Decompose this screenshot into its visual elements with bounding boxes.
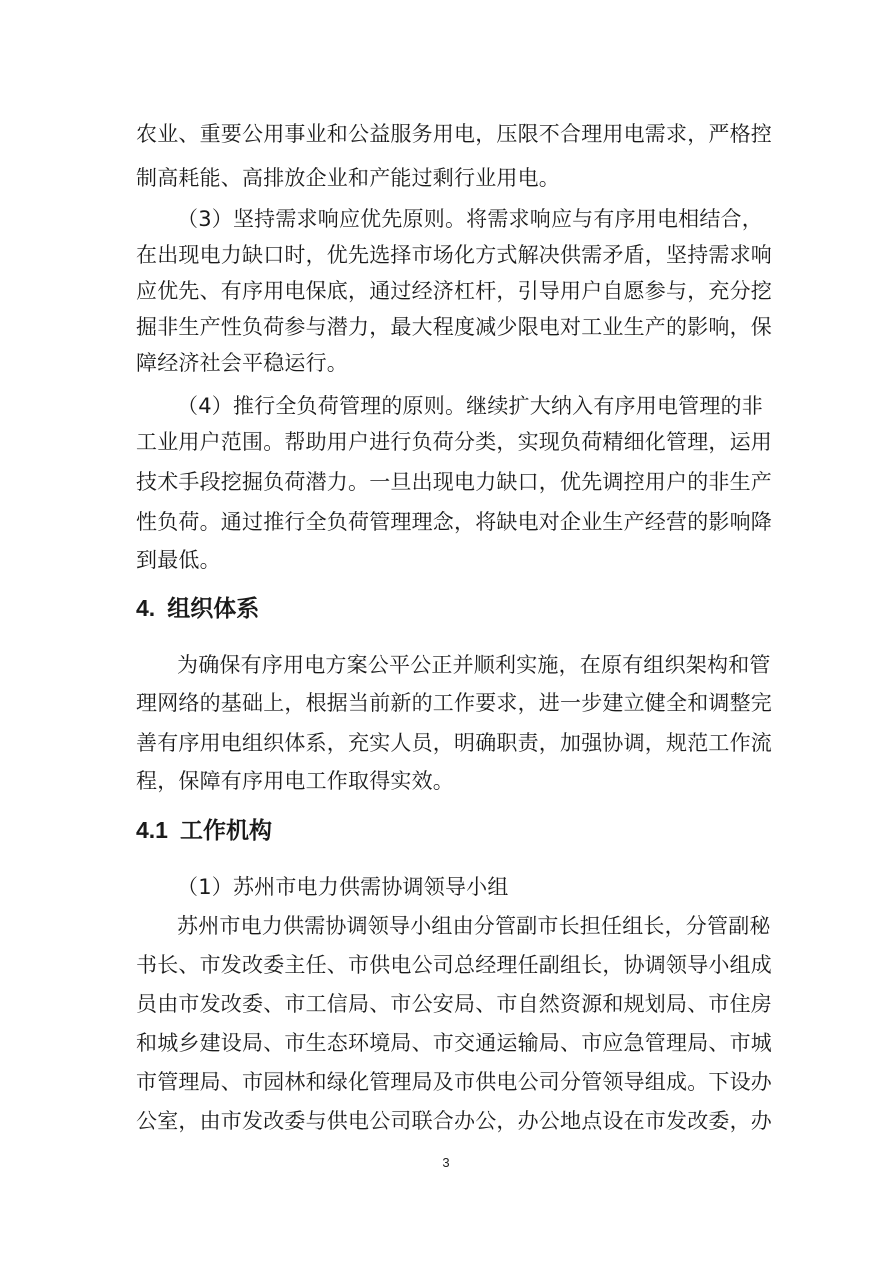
- section-4-title: 组织体系: [167, 596, 260, 622]
- section-4-1-title: 工作机构: [179, 818, 272, 844]
- principle-3-line: （3）坚持需求响应优先原则。将需求响应与有序用电相结合，: [177, 207, 763, 231]
- text-line: 农业、重要公用事业和公益服务用电，压限不合理用电需求，严格控: [136, 122, 772, 146]
- principle-3-line: 在出现电力缺口时，优先选择市场化方式解决供需矛盾，坚持需求响: [136, 243, 772, 267]
- section-4-1-paragraph-line: 和城乡建设局、市生态环境局、市交通运输局、市应急管理局、市城: [136, 1031, 772, 1055]
- section-4-1-heading: [136, 815, 272, 846]
- principle-3-line: 应优先、有序用电保底，通过经济杠杆，引导用户自愿参与，充分挖: [136, 279, 772, 303]
- section-4-paragraph-line: 程，保障有序用电工作取得实效。: [136, 769, 454, 793]
- principle-4-line: 工业用户范围。帮助用户进行负荷分类，实现负荷精细化管理，运用: [136, 430, 772, 454]
- section-4-1-paragraph-line: 员由市发改委、市工信局、市公安局、市自然资源和规划局、市住房: [136, 992, 772, 1016]
- section-4-1-number: 4.1: [136, 817, 168, 843]
- principle-4-line: 到最低。: [136, 548, 221, 572]
- section-4-paragraph-line: 为确保有序用电方案公平公正并顺利实施，在原有组织架构和管: [177, 653, 771, 677]
- principle-3-line: 掘非生产性负荷参与潜力，最大程度减少限电对工业生产的影响，保: [136, 315, 772, 339]
- principle-3-line: 障经济社会平稳运行。: [136, 351, 348, 375]
- section-4-1-paragraph-line: 书长、市发改委主任、市供电公司总经理任副组长，协调领导小组成: [136, 953, 772, 977]
- section-4-number: 4.: [136, 595, 156, 621]
- section-4-heading: [136, 593, 259, 624]
- section-4-paragraph-line: 善有序用电组织体系，充实人员，明确职责，加强协调，规范工作流: [136, 731, 772, 755]
- text-line: 制高耗能、高排放企业和产能过剩行业用电。: [136, 166, 560, 190]
- principle-4-line: 技术手段挖掘负荷潜力。一旦出现电力缺口，优先调控用户的非生产: [136, 470, 772, 494]
- section-4-1-paragraph-line: 市管理局、市园林和绿化管理局及市供电公司分管领导组成。下设办: [136, 1070, 772, 1094]
- section-4-1-paragraph-line: 公室，由市发改委与供电公司联合办公，办公地点设在市发改委，办: [136, 1109, 772, 1133]
- page-number: 3: [442, 1155, 450, 1170]
- principle-4-line: （4）推行全负荷管理的原则。继续扩大纳入有序用电管理的非: [177, 394, 763, 418]
- principle-4-line: 性负荷。通过推行全负荷管理理念，将缺电对企业生产经营的影响降: [136, 510, 772, 534]
- section-4-1-paragraph-line: 苏州市电力供需协调领导小组由分管副市长担任组长，分管副秘: [177, 914, 771, 938]
- item-1-heading: （1）苏州市电力供需协调领导小组: [177, 875, 509, 899]
- section-4-paragraph-line: 理网络的基础上，根据当前新的工作要求，进一步建立健全和调整完: [136, 691, 772, 715]
